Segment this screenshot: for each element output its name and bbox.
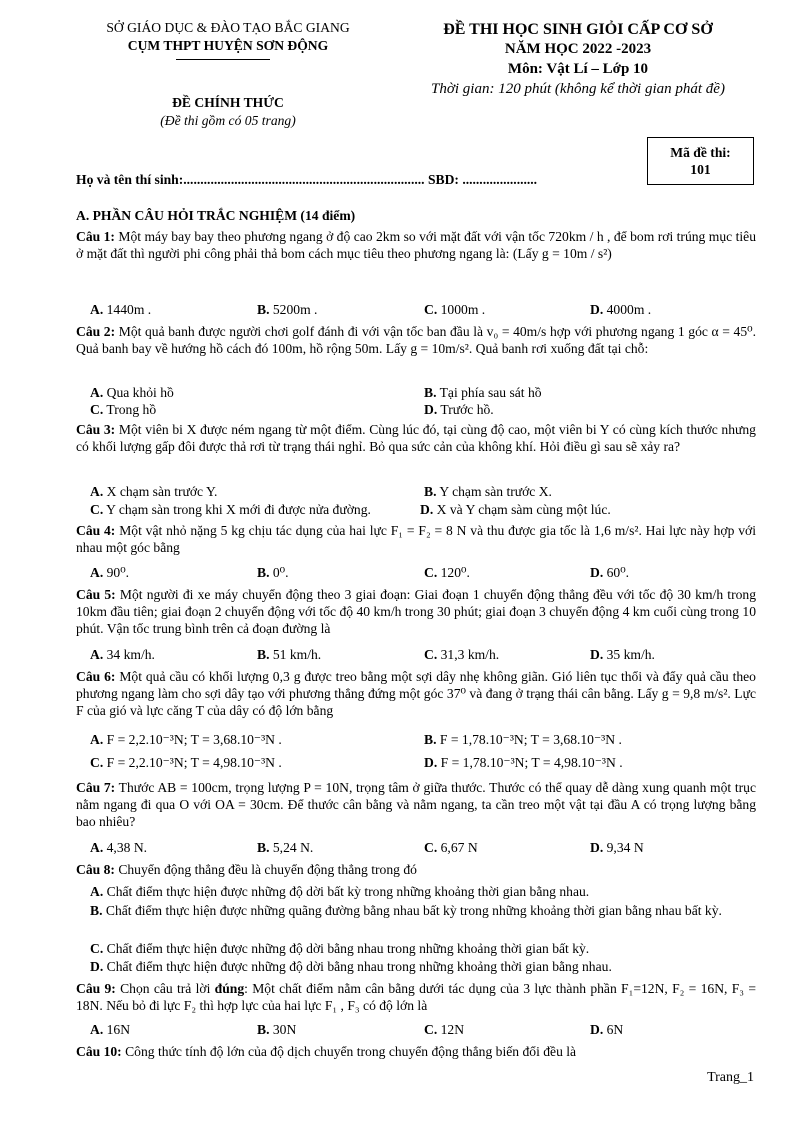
question-text: Một máy bay bay theo phương ngang ở độ cao 2km so với mặt đất với vận tốc 720km / h , để bom rơi trúng mục tiêu ở mặt đất thì người phi công phải thả bom cách mục tiêu theo phương ngang là: (Lấy g = 10m / s²) (76, 229, 756, 261)
question-text: Thước AB = 100cm, trọng lượng P = 10N, trọng tâm ở giữa thước. Thước có thể quay dễ dàng xung quanh một trục nằm ngang đi qua O với OA = 30cm. Để thước cân bằng và nằm ngang, ta cần treo một vật tại đầu A có trọng lượng bằng bao nhiêu? (76, 780, 756, 829)
option-c[interactable]: C. Y chạm sàn trong khi X mới đi được nửa đường. (90, 502, 371, 517)
exam-title-block (398, 20, 758, 99)
question-text-emphasis: đúng (214, 981, 245, 996)
option-a[interactable]: A. 1440m . (90, 302, 152, 317)
option-a[interactable]: A. 90⁰. (90, 565, 130, 580)
cluster-name: CỤM THPT HUYỆN SƠN ĐỘNG (127, 38, 329, 53)
option-c[interactable]: C. Trong hồ (90, 402, 157, 417)
option-a[interactable]: A. 34 km/h. (90, 647, 155, 662)
option-b[interactable]: B. Tại phía sau sát hồ (424, 385, 542, 400)
option-d[interactable]: D. 4000m . (590, 302, 652, 317)
q8-option-b[interactable]: B. Chất điểm thực hiện được những quãng đường bằng nhau bất kỳ trong những khoảng thời gian bằng nhau bất kỳ. (90, 903, 722, 918)
question-9 (76, 980, 756, 1014)
option-c[interactable]: C. F = 2,2.10⁻³N; T = 4,98.10⁻³N . (90, 755, 282, 770)
q9-options (0, 1021, 794, 1038)
question-label: Câu 9: (76, 981, 116, 996)
question-4 (76, 522, 756, 556)
option-c[interactable]: C. 1000m . (424, 302, 486, 317)
option-c[interactable]: C. 6,67 N (424, 840, 478, 855)
q6-options-row2 (0, 754, 794, 771)
page-number: Trang_1 (707, 1070, 754, 1085)
official-label: ĐỀ CHÍNH THỨC (172, 95, 284, 110)
school-department (72, 19, 384, 54)
exam-title: ĐỀ THI HỌC SINH GIỎI CẤP CƠ SỞ (443, 21, 713, 38)
pages-note: (Đề thi gồm có 05 trang) (160, 113, 296, 128)
option-b[interactable]: B. 51 km/h. (257, 647, 322, 662)
candidate-line: Họ và tên thí sinh:....................................................................... SBD: ...................... (76, 172, 538, 187)
department-name: SỞ GIÁO DỤC & ĐÀO TẠO BẮC GIANG (106, 20, 350, 35)
question-8 (76, 861, 756, 878)
question-label: Câu 10: (76, 1044, 122, 1059)
question-label: Câu 7: (76, 780, 116, 795)
q1-options (0, 301, 794, 318)
q2-options-row2 (0, 401, 794, 418)
question-label: Câu 5: (76, 587, 116, 602)
option-b[interactable]: B. 30N (257, 1022, 297, 1037)
option-d[interactable]: D. X và Y chạm sàm cùng một lúc. (420, 502, 611, 517)
exam-code-value: 101 (690, 162, 711, 177)
question-label: Câu 2: (76, 324, 116, 339)
school-year: NĂM HỌC 2022 -2023 (504, 41, 652, 57)
q8-option-c[interactable]: C. Chất điểm thực hiện được những độ dời bằng nhau trong những khoảng thời gian bất kỳ. (90, 941, 590, 956)
exam-code-label: Mã đề thi: (670, 145, 731, 160)
question-5 (76, 586, 756, 637)
question-7 (76, 779, 756, 830)
option-b[interactable]: B. 5,24 N. (257, 840, 314, 855)
option-c[interactable]: C. 120⁰. (424, 565, 470, 580)
question-1 (76, 228, 756, 262)
option-c[interactable]: C. 12N (424, 1022, 465, 1037)
q4-options (0, 564, 794, 581)
question-label: Câu 3: (76, 422, 116, 437)
question-3 (76, 421, 756, 455)
exam-code-box (647, 137, 754, 185)
option-d[interactable]: D. Trước hồ. (424, 402, 494, 417)
option-a[interactable]: A. X chạm sàn trước Y. (90, 484, 218, 499)
question-label: Câu 6: (76, 669, 116, 684)
q8-option-a[interactable]: A. Chất điểm thực hiện được những độ dời bất kỳ trong những khoảng thời gian bằng nhau. (90, 884, 590, 899)
option-c[interactable]: C. 31,3 km/h. (424, 647, 500, 662)
question-text: Một quả banh được người chơi golf đánh đi với vận tốc ban đầu là v₀ = 40m/s hợp với phương ngang 1 góc α = 45⁰. Quả banh bay về hướng hồ cách đó 100m, hồ rộng 50m. Lấy g = 10m/s². Quả banh rơi xuống đất tại chỗ: (76, 324, 756, 356)
question-6 (76, 668, 756, 719)
option-a[interactable]: A. Qua khỏi hồ (90, 385, 174, 400)
q6-options-row1 (0, 731, 794, 748)
question-label: Câu 1: (76, 229, 115, 244)
option-a[interactable]: A. 16N (90, 1022, 131, 1037)
question-text-a: Chọn câu trả lời (120, 981, 211, 996)
option-b[interactable]: B. 5200m . (257, 302, 318, 317)
subject-line: Môn: Vật Lí – Lớp 10 (507, 61, 649, 77)
option-b[interactable]: B. F = 1,78.10⁻³N; T = 3,68.10⁻³N . (424, 732, 622, 747)
q5-options (0, 646, 794, 663)
question-text: Một viên bi X được ném ngang từ một điểm. Cùng lúc đó, tại cùng độ cao, một viên bi Y có cùng kích thước nhưng có khối lượng gấp đôi được thả rơi từ trạng thái nghỉ. Bỏ qua sức cản của không khí. Hỏi điều gì sau sẽ xảy ra? (76, 422, 756, 454)
question-2 (76, 323, 756, 357)
option-b[interactable]: B. Y chạm sàn trước X. (424, 484, 552, 499)
section-a-heading: A. PHẦN CÂU HỎI TRẮC NGHIỆM (14 điểm) (76, 208, 356, 223)
q7-options (0, 839, 794, 856)
option-b[interactable]: B. 0⁰. (257, 565, 289, 580)
q8-option-d[interactable]: D. Chất điểm thực hiện được những độ dời bằng nhau trong những khoảng thời gian bằng nhau. (90, 959, 612, 974)
question-text: Chuyển động thẳng đều là chuyển động thẳng trong đó (118, 862, 417, 877)
q3-options-row2 (0, 501, 794, 518)
question-text-c: : Một chất điểm nằm cân bằng dưới tác dụng của 3 lực thành phần F₁=12N, F₂ = 16N, F₃ = 18N. Nếu bỏ đi lực F₂ thì hợp lực của hai lực F₁ , F₃ có độ lớn là (76, 981, 756, 1013)
question-text: Một vật nhỏ nặng 5 kg chịu tác dụng của hai lực F₁ = F₂ = 8 N và thu được gia tốc là 1,6 m/s². Hai lực này hợp với nhau một góc bằng (76, 523, 756, 555)
time-line: Thời gian: 120 phút (không kể thời gian phát đề) (431, 81, 725, 97)
question-text: Công thức tính độ lớn của độ dịch chuyển trong chuyển động thẳng biến đổi đều là (125, 1044, 577, 1059)
question-label: Câu 8: (76, 862, 115, 877)
question-10 (76, 1043, 756, 1060)
question-text: Một quả cầu có khối lượng 0,3 g được treo bằng một sợi dây nhẹ không giãn. Gió liên tục thổi và đẩy quả cầu theo phương ngang làm cho sợi dây tạo với phương thẳng đứng một góc 37⁰ và đang ở trạng thái cân bằng. Lấy g = 9,8 m/s². Lực F của gió và lực căng T của dây có độ lớn bằng (76, 669, 756, 718)
q3-options-row1 (0, 483, 794, 500)
q2-options-row1 (0, 384, 794, 401)
option-a[interactable]: A. 4,38 N. (90, 840, 148, 855)
option-d[interactable]: D. 35 km/h. (590, 647, 655, 662)
option-a[interactable]: A. F = 2,2.10⁻³N; T = 3,68.10⁻³N . (90, 732, 282, 747)
option-d[interactable]: D. 6N (590, 1022, 624, 1037)
option-d[interactable]: D. F = 1,78.10⁻³N; T = 4,98.10⁻³N . (424, 755, 623, 770)
header-underline (176, 59, 270, 60)
option-d[interactable]: D. 9,34 N (590, 840, 644, 855)
question-label: Câu 4: (76, 523, 116, 538)
question-text: Một người đi xe máy chuyển động theo 3 giai đoạn: Giai đoạn 1 chuyển động thẳng đều với tốc độ 30 km/h trong 10km đầu tiên; giai đoạn 2 chuyển động với tốc độ 40 km/h trong 30 phút; giai đoạn 3 chuyển động 4 km cuối cùng trong 10 phút. Vận tốc trung bình trên cả đoạn đường là (76, 587, 756, 636)
option-d[interactable]: D. 60⁰. (590, 565, 630, 580)
